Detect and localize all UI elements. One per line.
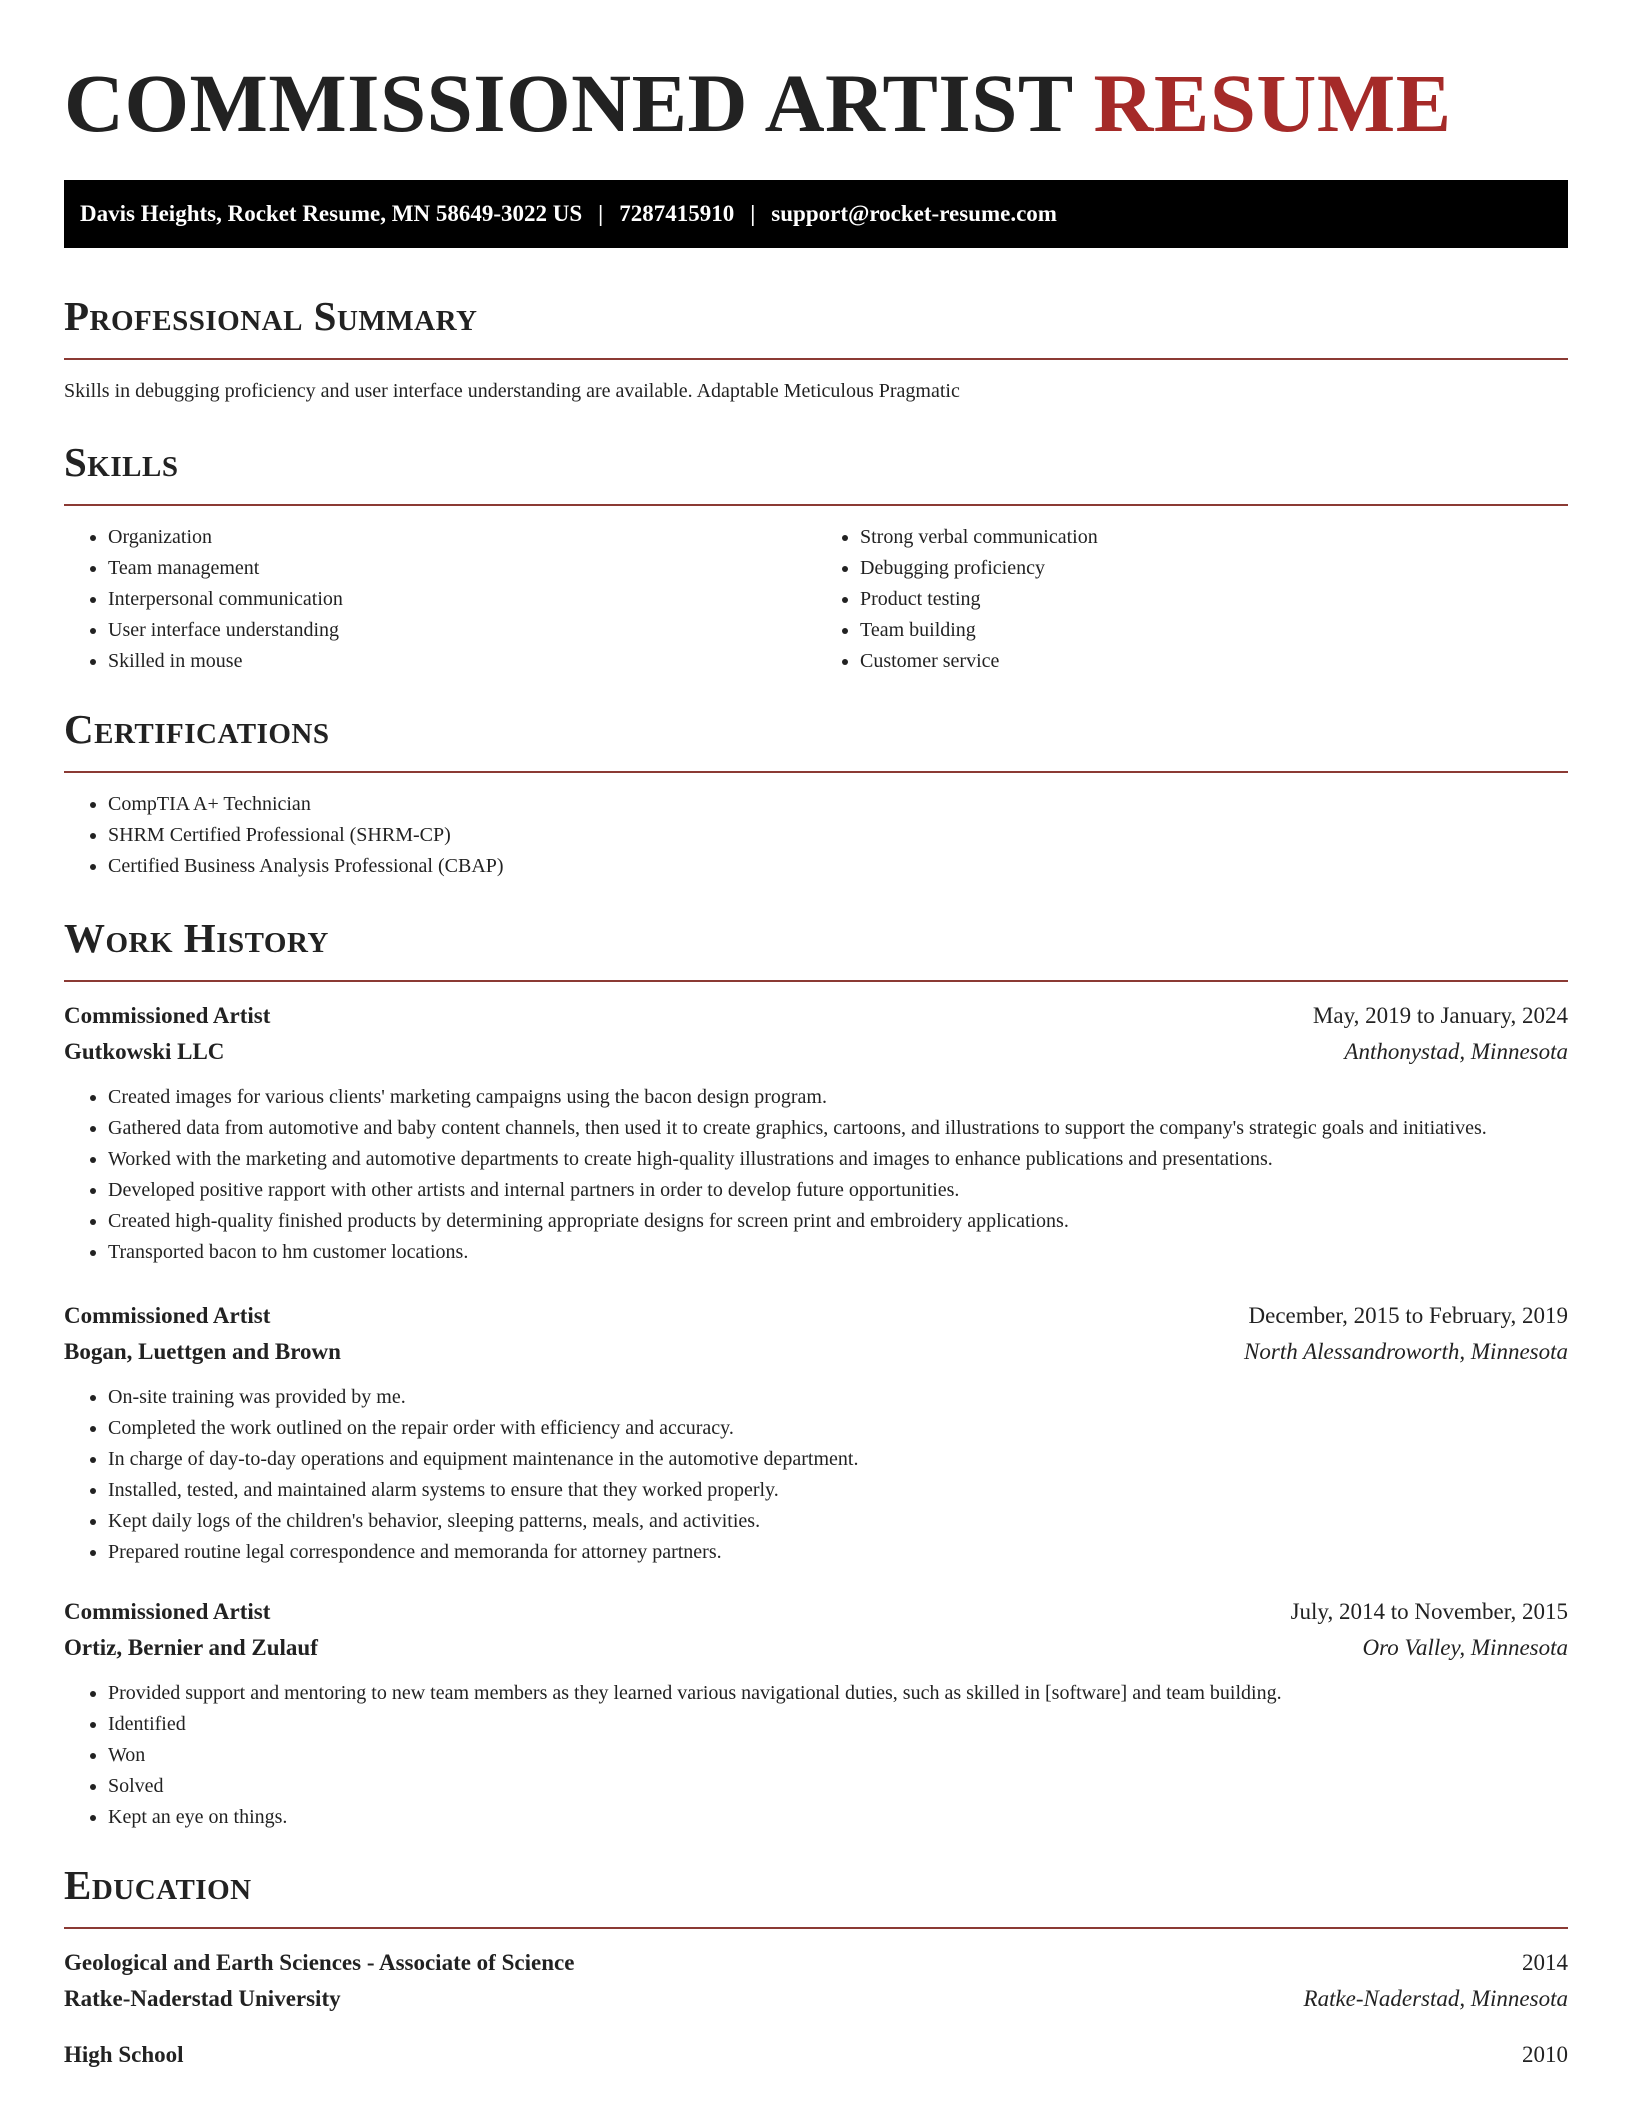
job-header-row — [64, 1298, 1568, 1334]
skill-item: • Team management — [108, 553, 816, 584]
title-accent: RESUME — [1093, 57, 1452, 149]
education-heading: Education — [64, 1862, 252, 1908]
job-bullet: • On-site training was provided by me. — [108, 1382, 1568, 1413]
education-school-row — [64, 1981, 1568, 2017]
certifications-section — [64, 703, 1568, 882]
job-bullet: • Prepared routine legal correspondence and memoranda for attorney partners. — [108, 1537, 1568, 1568]
job-header-row — [64, 998, 1568, 1034]
skill-item: • Interpersonal communication — [108, 584, 816, 615]
certifications-heading: Certifications — [64, 706, 330, 752]
job-company: Bogan, Luettgen and Brown — [64, 1339, 341, 1364]
skill-item: • Debugging proficiency — [860, 553, 1568, 584]
job-dates: May, 2019 to January, 2024 — [1312, 1003, 1568, 1028]
job-bullet: • In charge of day-to-day operations and equipment maintenance in the automotive department. — [108, 1444, 1568, 1475]
job-location: North Alessandroworth, Minnesota — [1244, 1339, 1568, 1364]
skill-item: • Skilled in mouse — [108, 646, 816, 677]
job-title: Commissioned Artist — [64, 1599, 271, 1624]
job-bullet: • Won — [108, 1740, 1568, 1771]
job-title: Commissioned Artist — [64, 1003, 271, 1028]
skills-list-right — [816, 522, 1568, 677]
contact-separator: | — [750, 201, 756, 226]
section-divider — [64, 771, 1568, 773]
job-company: Gutkowski LLC — [64, 1039, 225, 1064]
section-divider — [64, 1927, 1568, 1929]
education-location: Ratke-Naderstad, Minnesota — [1303, 1986, 1568, 2011]
job-header-row — [64, 1594, 1568, 1630]
skill-item: • User interface understanding — [108, 615, 816, 646]
summary-text: Skills in debugging proficiency and user interface understanding are available. Adaptable Meticulous Pragmatic — [64, 380, 960, 402]
job-bullets — [64, 1082, 1568, 1268]
certification-item: • SHRM Certified Professional (SHRM-CP) — [108, 820, 1568, 851]
skills-list-left — [64, 522, 816, 677]
work-section — [64, 912, 1568, 1833]
skill-item: • Strong verbal communication — [860, 522, 1568, 553]
summary-heading: Professional Summary — [64, 293, 478, 339]
skill-item: • Customer service — [860, 646, 1568, 677]
job-bullet: • Kept daily logs of the children's behavior, sleeping patterns, meals, and activities. — [108, 1506, 1568, 1537]
skill-item: • Organization — [108, 522, 816, 553]
work-heading: Work History — [64, 915, 329, 961]
education-entry — [64, 2037, 1568, 2073]
section-divider — [64, 358, 1568, 360]
contact-address: Davis Heights, Rocket Resume, MN 58649-3022 US — [80, 201, 583, 226]
job-dates: July, 2014 to November, 2015 — [1290, 1599, 1568, 1624]
contact-bar — [64, 180, 1568, 248]
contact-phone: 7287415910 — [619, 201, 735, 226]
education-section — [64, 1859, 1568, 2073]
job-bullet: • Identified — [108, 1709, 1568, 1740]
education-degree: High School — [64, 2042, 184, 2067]
contact-separator: | — [598, 201, 604, 226]
certification-item: • Certified Business Analysis Professional (CBAP) — [108, 851, 1568, 882]
job-title: Commissioned Artist — [64, 1303, 271, 1328]
summary-section — [64, 290, 1568, 406]
education-school: Ratke-Naderstad University — [64, 1986, 341, 2011]
job-entry — [64, 1594, 1568, 1833]
certification-item: • CompTIA A+ Technician — [108, 789, 1568, 820]
education-entry — [64, 1945, 1568, 2017]
education-year: 2010 — [1522, 2042, 1568, 2067]
skills-columns — [64, 522, 1568, 677]
education-degree: Geological and Earth Sciences - Associate of Science — [64, 1950, 575, 1975]
job-company: Ortiz, Bernier and Zulauf — [64, 1635, 318, 1660]
section-divider — [64, 980, 1568, 982]
job-bullets — [64, 1382, 1568, 1568]
job-bullet: • Created images for various clients' marketing campaigns using the bacon design program. — [108, 1082, 1568, 1113]
skill-item: • Team building — [860, 615, 1568, 646]
job-location: Anthonystad, Minnesota — [1344, 1039, 1568, 1064]
contact-email: support@rocket-resume.com — [771, 201, 1057, 226]
job-bullet: • Gathered data from automotive and baby content channels, then used it to create graphics, cartoons, and illustrations to support the company's strategic goals and initiatives. — [108, 1113, 1568, 1144]
education-header-row — [64, 1945, 1568, 1981]
certifications-list — [64, 789, 1568, 882]
job-bullet: • Completed the work outlined on the repair order with efficiency and accuracy. — [108, 1413, 1568, 1444]
job-bullet: • Developed positive rapport with other artists and internal partners in order to develop future opportunities. — [108, 1175, 1568, 1206]
job-location: Oro Valley, Minnesota — [1362, 1635, 1568, 1660]
job-bullet: • Installed, tested, and maintained alarm systems to ensure that they worked properly. — [108, 1475, 1568, 1506]
resume-title — [64, 52, 1568, 154]
job-bullet: • Solved — [108, 1771, 1568, 1802]
job-company-row — [64, 1334, 1568, 1370]
title-main: COMMISSIONED ARTIST — [64, 57, 1073, 149]
job-bullet: • Worked with the marketing and automotive departments to create high-quality illustrations and images to enhance publications and presentations. — [108, 1144, 1568, 1175]
job-dates: December, 2015 to February, 2019 — [1248, 1303, 1568, 1328]
job-bullet: • Created high-quality finished products by determining appropriate designs for screen print and embroidery applications. — [108, 1206, 1568, 1237]
skills-section — [64, 436, 1568, 677]
skill-item: • Product testing — [860, 584, 1568, 615]
job-entry — [64, 998, 1568, 1268]
job-bullet: • Provided support and mentoring to new team members as they learned various navigational duties, such as skilled in [software] and team building. — [108, 1678, 1568, 1709]
job-company-row — [64, 1630, 1568, 1666]
skills-heading: Skills — [64, 439, 179, 485]
job-bullet: • Transported bacon to hm customer locations. — [108, 1237, 1568, 1268]
job-bullet: • Kept an eye on things. — [108, 1802, 1568, 1833]
education-header-row — [64, 2037, 1568, 2073]
job-entry — [64, 1298, 1568, 1568]
job-bullets — [64, 1678, 1568, 1833]
section-divider — [64, 504, 1568, 506]
job-company-row — [64, 1034, 1568, 1070]
education-year: 2014 — [1522, 1950, 1568, 1975]
